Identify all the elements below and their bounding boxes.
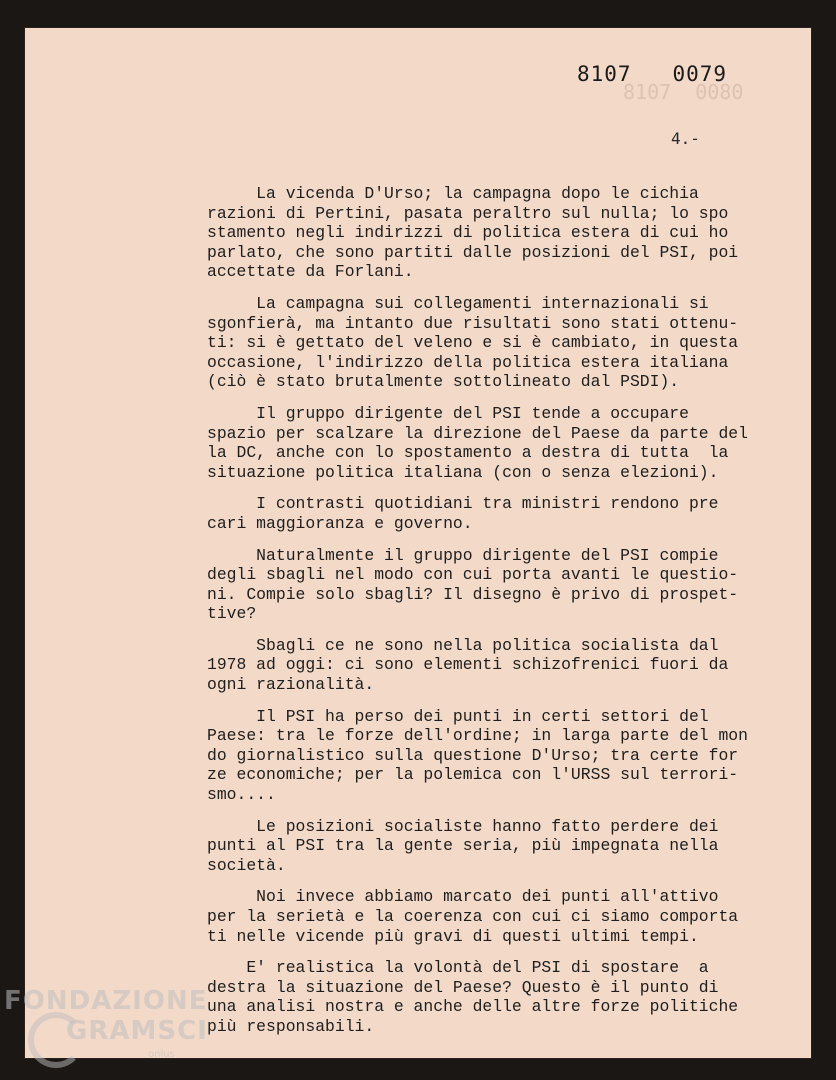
paragraph: E' realistica la volontà del PSI di spostare a destra la situazione del Paese? Questo è il punto di una analisi nostra e anche delle altre forze politiche più responsabili. bbox=[207, 958, 739, 1036]
paragraph: Naturalmente il gruppo dirigente del PSI compie degli sbagli nel modo con cui porta avanti le questio- ni. Compie solo sbagli? Il disegno è privo di prospet- tive? bbox=[207, 545, 739, 624]
bleed-through-number: 8107 0080 bbox=[623, 80, 744, 104]
paragraph: La vicenda D'Urso; la campagna dopo le cichia razioni di Pertini, pasata peraltro sul nulla; lo spo stamento negli indirizzi di politica estera di cui ho parlato, che sono partiti dalle posizioni del PSI, poi accettate da Forlani. bbox=[207, 184, 739, 282]
gramsci-logo-icon bbox=[28, 1012, 84, 1068]
watermark-line-2: GRAMSCI bbox=[66, 1016, 208, 1046]
page-number: 4.- bbox=[671, 129, 700, 148]
paragraph: Le posizioni socialiste hanno fatto perdere dei punti al PSI tra la gente seria, più impegnata nella società. bbox=[207, 816, 719, 875]
archive-number: 8107 0079 bbox=[577, 62, 728, 86]
paragraph: Noi invece abbiamo marcato dei punti all'attivo per la serietà e la coerenza con cui ci siamo comporta ti nelle vicende più gravi di questi ultimi tempi. bbox=[207, 887, 739, 946]
paragraph: La campagna sui collegamenti internazionali si sgonfierà, ma intanto due risultati sono stati ottenu- ti: si è gettato del veleno e si è cambiato, in questa occasione, l'indirizzo della politica estera italiana (ciò è stato brutalmente sottolineato dal PSDI). bbox=[207, 293, 739, 392]
paragraph: I contrasti quotidiani tra ministri rendono pre cari maggioranza e governo. bbox=[207, 494, 719, 533]
paragraph: Il gruppo dirigente del PSI tende a occupare spazio per scalzare la direzione del Paese da parte del la DC, anche con lo spostamento a destra di tutta la situazione politica italiana (con o senza elezioni). bbox=[207, 403, 748, 482]
watermark-line-1: FONDAZIONE bbox=[4, 986, 208, 1016]
typed-text-body bbox=[207, 184, 767, 1049]
watermark-suffix: onlus bbox=[148, 1049, 175, 1060]
document-page bbox=[25, 28, 811, 1058]
paragraph: Il PSI ha perso dei punti in certi settori del Paese: tra le forze dell'ordine; in larga parte del mon do giornalistico sulla questione D'Urso; tra certe for ze economiche; per la polemica con l'URSS sul terrori- smo.... bbox=[207, 706, 748, 805]
paragraph: Sbagli ce ne sono nella politica socialista dal 1978 ad oggi: ci sono elementi schizofrenici fuori da ogni razionalità. bbox=[207, 635, 729, 695]
